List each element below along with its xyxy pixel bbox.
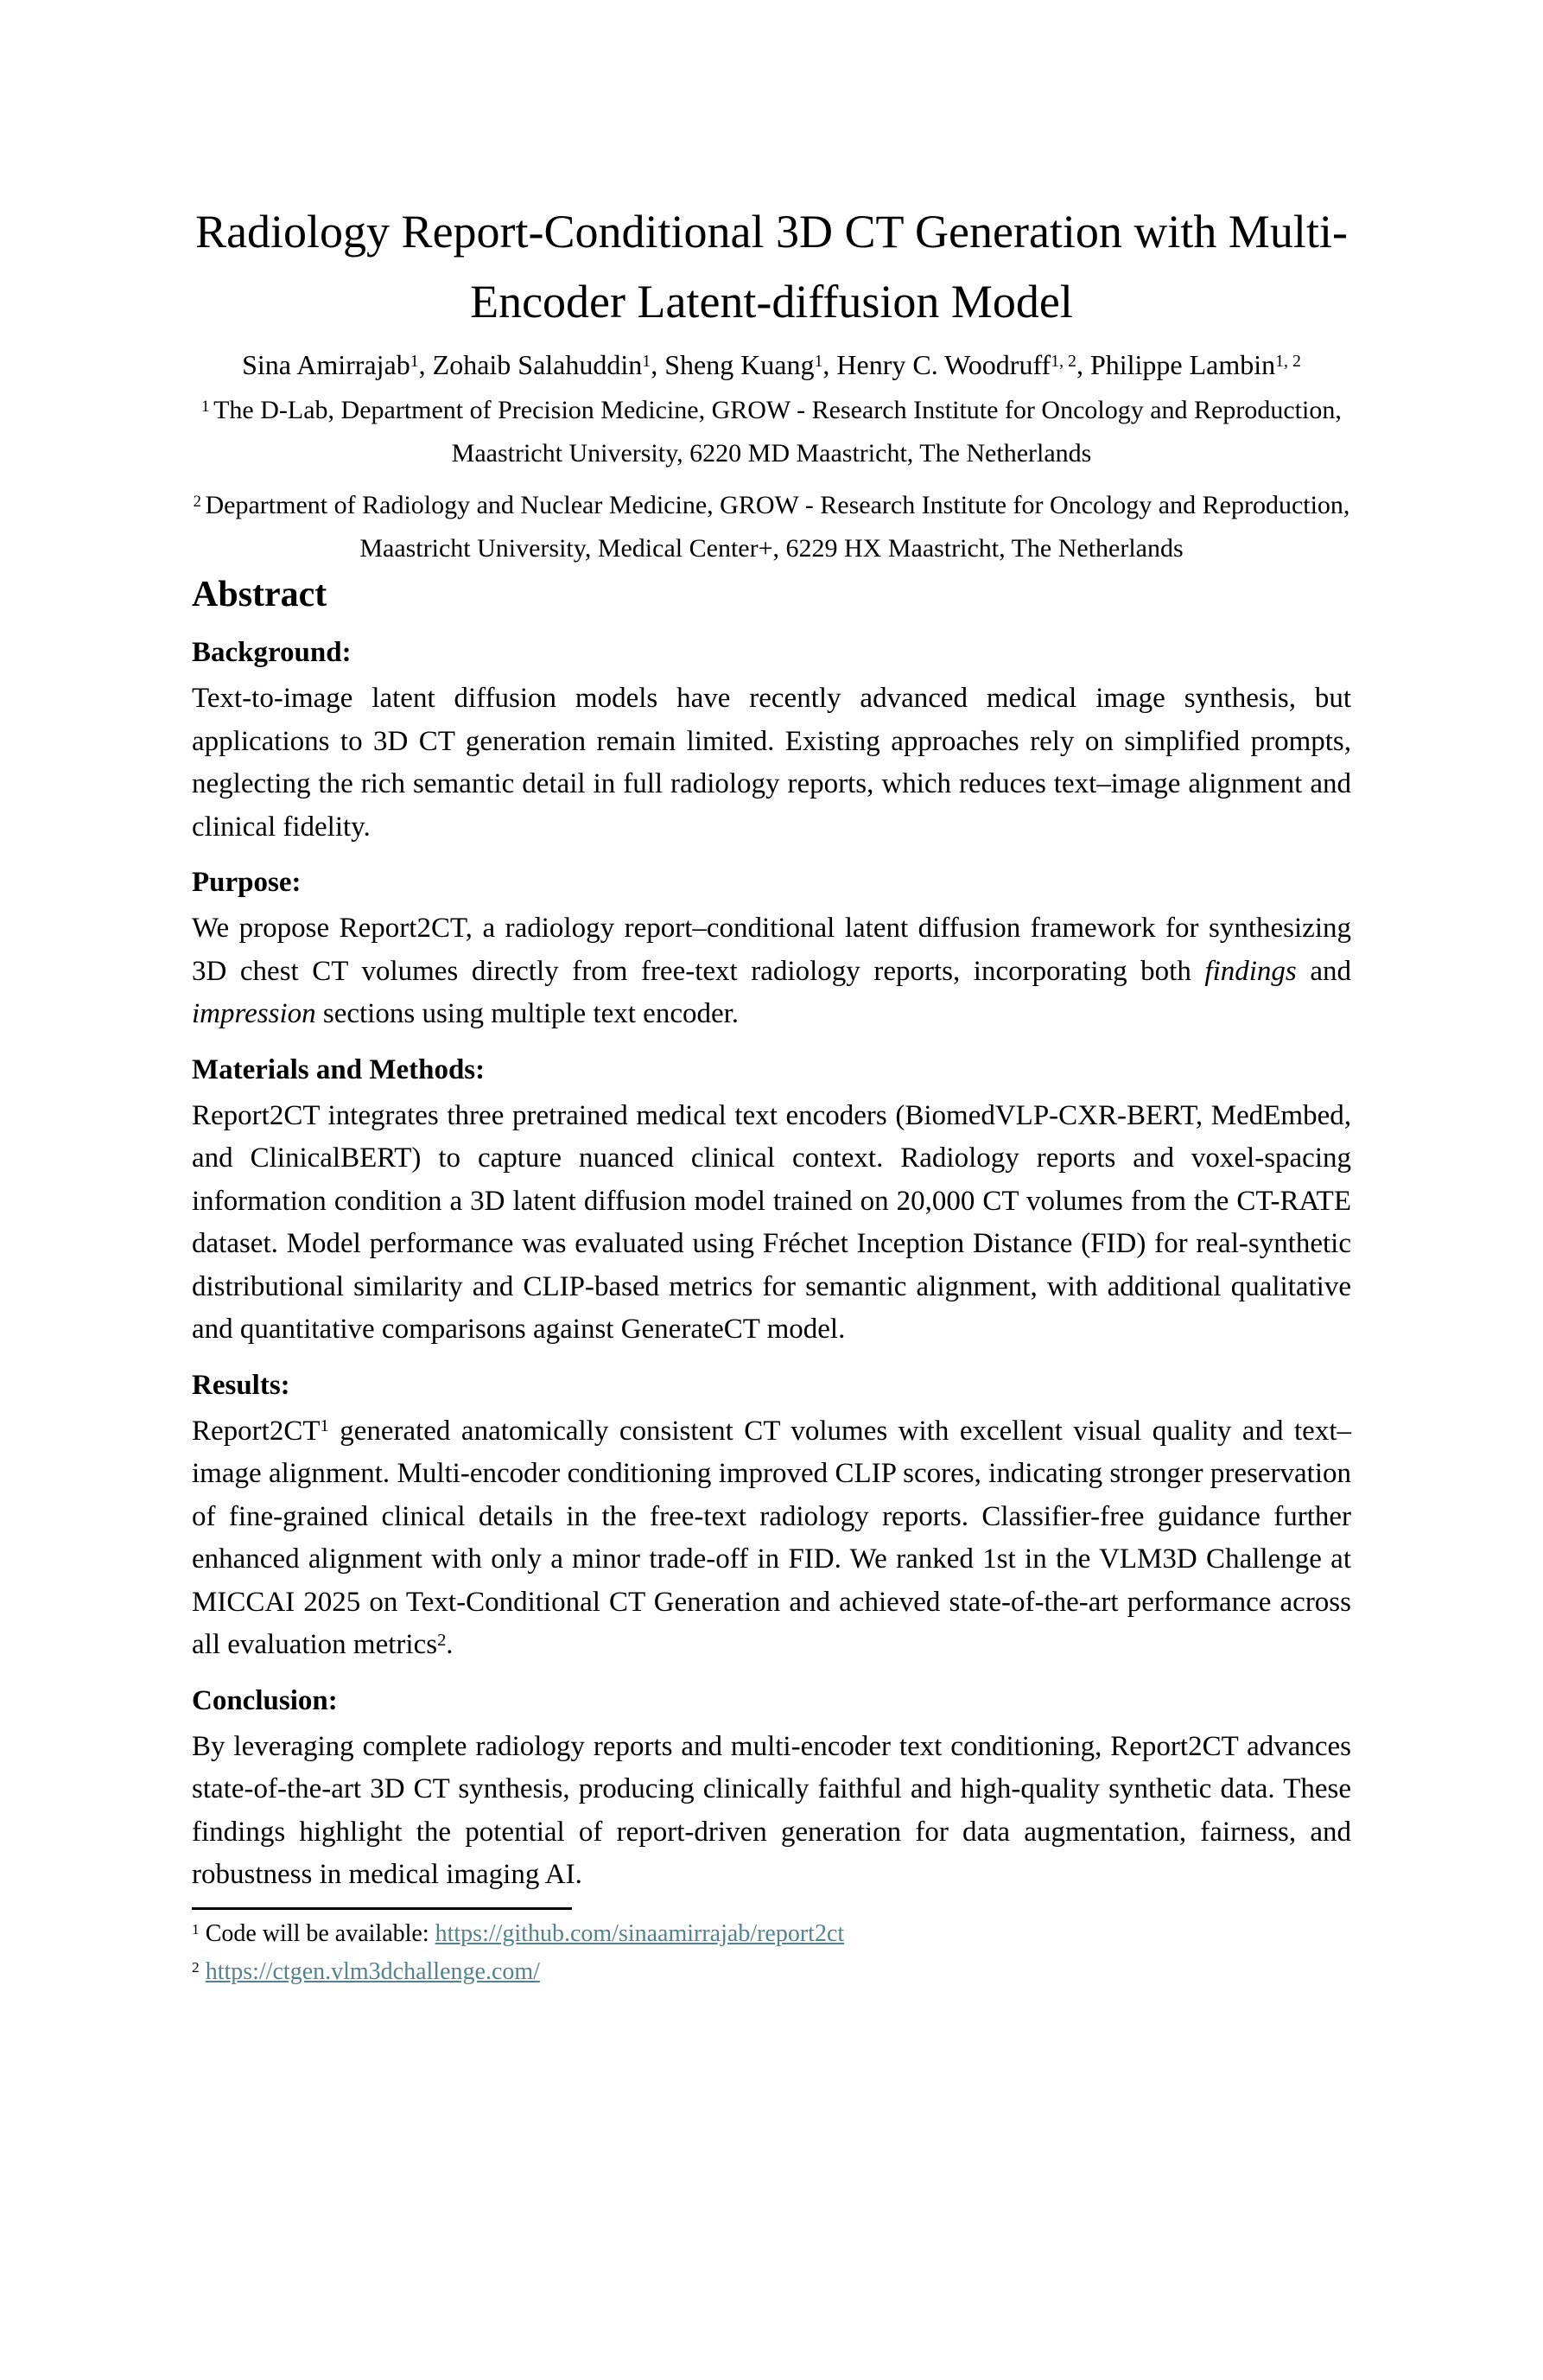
footnote-separator bbox=[192, 1907, 572, 1910]
background-heading: Background: bbox=[192, 637, 352, 668]
footnote-2 bbox=[192, 1953, 1351, 1991]
github-link[interactable]: https://github.com/sinaamirrajab/report2ct bbox=[435, 1919, 845, 1947]
background-text: Text-to-image latent diffusion models have recently advanced medical image synthesis, but applications to 3D CT generation remain limited. Existing approaches rely on simplified prompts, neglecting the rich semantic detail in full radiology reports, which reduces text–image alignment and clinical fidelity. bbox=[192, 683, 1351, 843]
paper-title-line-1: Radiology Report-Conditional 3D CT Generation with Multi- bbox=[195, 206, 1348, 258]
paper-title-line-2: Encoder Latent-diffusion Model bbox=[470, 276, 1073, 328]
materials-and-methods-text: Report2CT integrates three pretrained medical text encoders (BiomedVLP-CXR-BERT, MedEmbed, and ClinicalBERT) to capture nuanced clinical context. Radiology reports and voxel-spacing information condition a 3D latent diffusion model trained on 20,000 CT volumes from the CT-RATE dataset. Model performance was evaluated using Fréchet Inception Distance (FID) for real-synthetic distributional similarity and CLIP-based metrics for semantic alignment, with additional qualitative and quantitative comparisons against GenerateCT model. bbox=[192, 1099, 1351, 1345]
footnotes bbox=[192, 1915, 1351, 1991]
paper-page bbox=[0, 197, 1543, 1991]
footnote-2-marker: 2 bbox=[192, 1958, 200, 1976]
purpose-text: We propose Report2CT, a radiology report–conditional latent diffusion framework for synthesizing 3D chest CT volumes directly from free-text radiology reports, incorporating both findings and impression sections using multiple text encoder. bbox=[192, 913, 1351, 1029]
affiliation-1-line-2: Maastricht University, 6220 MD Maastricht, The Netherlands bbox=[451, 439, 1092, 468]
purpose-heading: Purpose: bbox=[192, 867, 302, 898]
footnote-1 bbox=[192, 1915, 1351, 1953]
affiliation-1 bbox=[192, 389, 1351, 475]
affiliation-1-line-1: $^1$ The D-Lab, Department of Precision Medicine, GROW - Research Institute for Oncology and Reproduction, bbox=[201, 396, 1342, 424]
affiliation-2-line-1: $^2$ Department of Radiology and Nuclear Medicine, GROW - Research Institute for Oncology and Reproduction, bbox=[193, 491, 1350, 519]
footnote-1-marker: 1 bbox=[192, 1920, 200, 1938]
conclusion-text: By leveraging complete radiology reports and multi-encoder text conditioning, Report2CT advances state-of-the-art 3D CT synthesis, producing clinically faithful and high-quality synthetic data. These findings highlight the potential of report-driven generation for data augmentation, fairness, and robustness in medical imaging AI. bbox=[192, 1730, 1351, 1890]
abstract-heading: Abstract bbox=[192, 575, 327, 614]
materials-and-methods-heading: Materials and Methods: bbox=[192, 1053, 486, 1085]
paper-title bbox=[192, 197, 1351, 337]
results-text: $Report2CT^1$ generated anatomically consistent CT volumes with excellent visual quality and text–image alignment. Multi-encoder conditioning improved CLIP scores, indicating stronger preservation of fine-grained clinical details in the free-text radiology reports. Classifier-free guidance further enhanced alignment with only a minor trade-off in FID. We ranked 1st in the VLM3D Challenge at MICCAI 2025 on Text-Conditional CT Generation and achieved state-of-the-art performance across all evaluation metrics$^2$. bbox=[192, 1415, 1351, 1660]
affiliation-2-line-2: Maastricht University, Medical Center+, 6229 HX Maastricht, The Netherlands bbox=[359, 534, 1184, 563]
vlm3d-challenge-link[interactable]: https://ctgen.vlm3dchallenge.com/ bbox=[205, 1957, 540, 1985]
conclusion-heading: Conclusion: bbox=[192, 1684, 338, 1716]
results-heading: Results: bbox=[192, 1369, 290, 1401]
author-line: Sina Amirrajab$^1$, Zohaib Salahuddin$^1$, Sheng Kuang$^1$, Henry C. Woodruff$^{1, 2}$, Philippe Lambin$^{1, 2}$ bbox=[242, 349, 1301, 380]
footnote-1-label: Code will be available: bbox=[205, 1919, 429, 1947]
affiliation-2 bbox=[192, 484, 1351, 570]
